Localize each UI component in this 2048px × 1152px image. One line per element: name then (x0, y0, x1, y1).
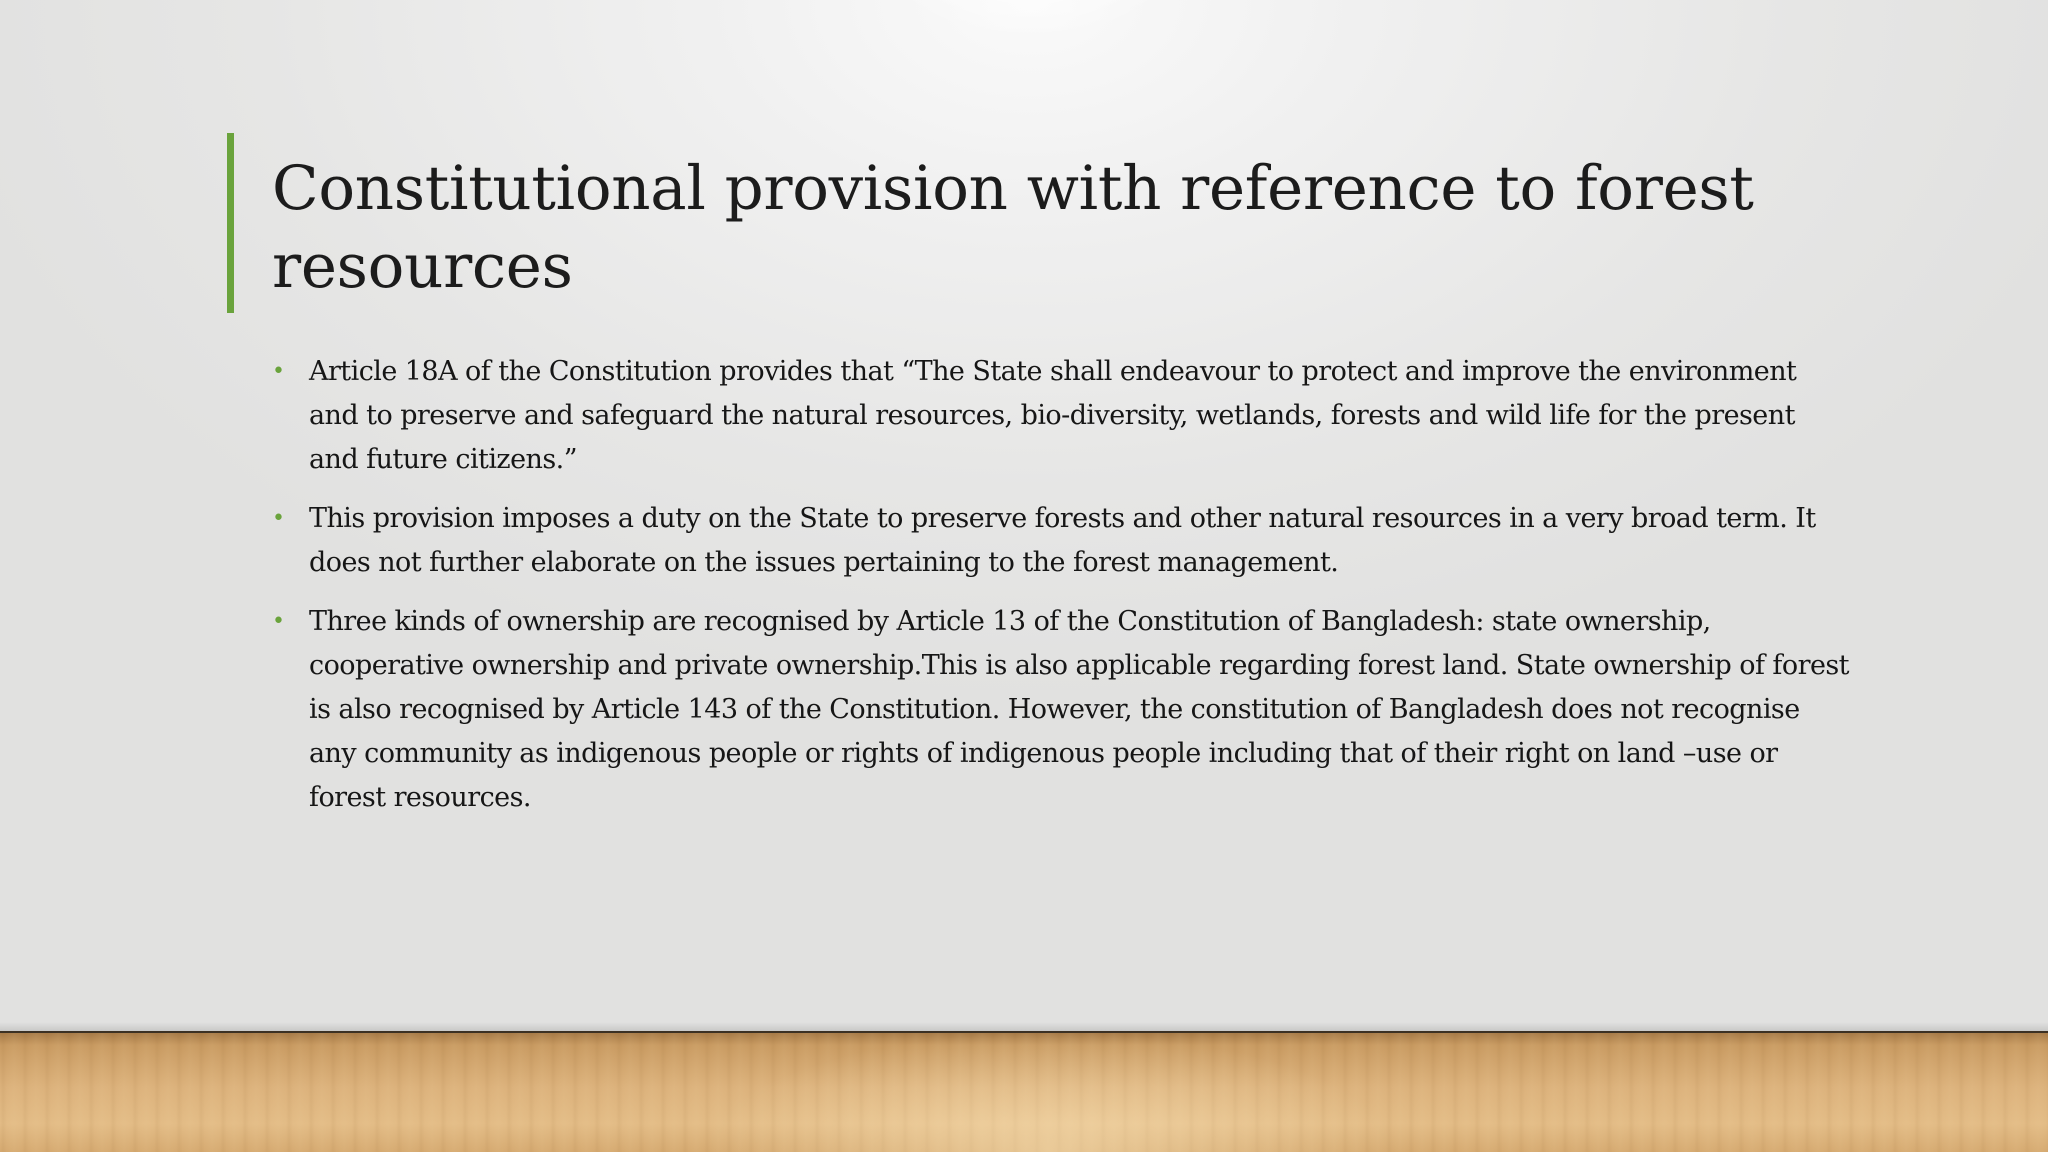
wall-light-glow (880, 0, 1180, 40)
bullet-icon: • (272, 506, 285, 531)
slide-title: Constitutional provision with reference to forest resources (272, 153, 1754, 302)
bullet-text: Three kinds of ownership are recognised by Article 13 of the Constitution of Bangladesh: state ownership, cooperative ownership and private ownership.This is also applicable regarding forest land. State ownership of forest is also recognised by Article 143 of the Constitution. However, the constitution of Bangladesh does not recognise any community as indigenous people or rights of indigenous people including that of their right on land –use or forest resources. (309, 606, 1849, 813)
bullet-item (272, 497, 1852, 585)
floor-highlight (700, 1031, 1400, 1152)
bullet-text: This provision imposes a duty on the State to preserve forests and other natural resources in a very broad term. It does not further elaborate on the issues pertaining to the forest management. (309, 503, 1816, 578)
bullet-list (272, 350, 1852, 835)
bullet-text: Article 18A of the Constitution provides that “The State shall endeavour to protect and improve the environment and to preserve and safeguard the natural resources, bio-diversity, wetlands, forests and wild life for the present and future citizens.” (309, 356, 1797, 475)
bullet-icon: • (272, 359, 285, 384)
title-accent-bar (227, 133, 234, 313)
bullet-item (272, 600, 1852, 820)
bullet-item (272, 350, 1852, 482)
bullet-icon: • (272, 609, 285, 634)
